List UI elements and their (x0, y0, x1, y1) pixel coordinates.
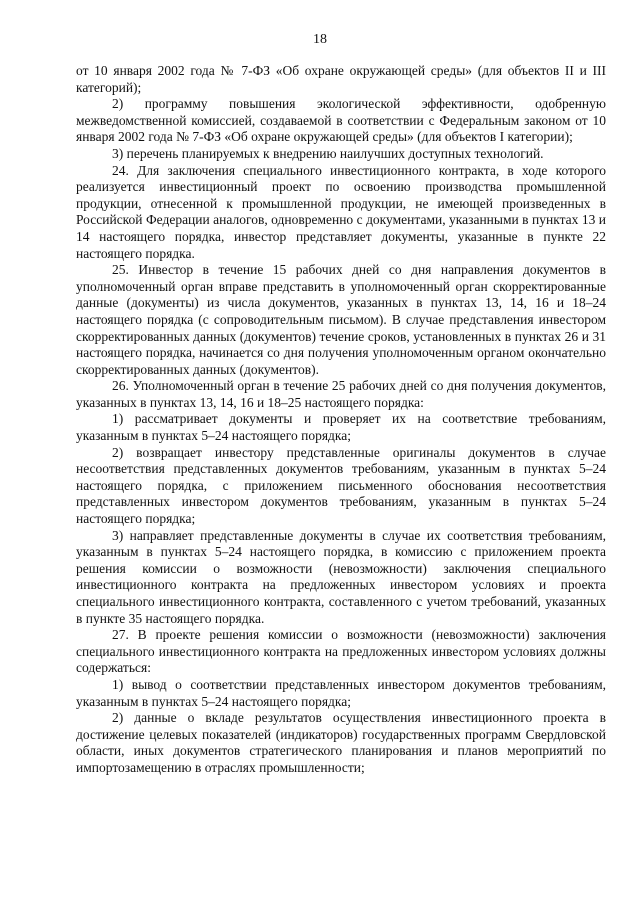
paragraph: 25. Инвестор в течение 15 рабочих дней со дня направления документов в уполномоченный орган вправе представить в уполномоченный орган скорректированные данные (документы) из числа документов, указанных в пунктах 13, 14, 16 и 18–24 настоящего порядка (с сопроводительным письмом). В случае представления инвестором скорректированных данных (документов) течение сроков, установленных в пунктах 26 и 31 настоящего порядка, начинается со дня получения уполномоченным органом окончательно скорректированных данных (документов). (76, 262, 606, 377)
paragraph: 24. Для заключения специального инвестиционного контракта, в ходе которого реализуется инвестиционный проект по освоению производства промышленной продукции, отнесенной к промышленной продукции, не имеющей произведенных в Российской Федерации аналогов, одновременно с документами, указанными в пунктах 13 и 14 настоящего порядка, инвестор представляет документы, указанные в пункте 22 настоящего порядка. (76, 162, 606, 261)
paragraph: от 10 января 2002 года № 7-ФЗ «Об охране окружающей среды» (для объектов II и III категорий); (76, 63, 606, 95)
paragraph: 2) программу повышения экологической эффективности, одобренную межведомственной комиссией, создаваемой в соответствии с Федеральным законом от 10 января 2002 года № 7-ФЗ «Об охране окружающей среды» (для объектов I категории); (76, 96, 606, 145)
paragraph: 1) рассматривает документы и проверяет их на соответствие требованиям, указанным в пунктах 5–24 настоящего порядка; (76, 411, 606, 444)
paragraph: 2) возвращает инвестору представленные оригиналы документов в случае несоответствия представленных документов требованиям, указанным в пунктах 5–24 настоящего порядка, с приложением письменного обоснования несоответствия представленных инвестором документов требованиям, указанным в пунктах 5–24 настоящего порядка; (76, 444, 606, 527)
paragraph: 3) направляет представленные документы в случае их соответствия требованиям, указанным в пунктах 5–24 настоящего порядка, в комиссию с приложением проекта решения комиссии о возможности (невозможности) заключения специального инвестиционного контракта на предложенных инвестором условиях и проекта специального инвестиционного контракта, составленного с учетом требований, указанных в пункте 35 настоящего порядка. (76, 527, 606, 626)
paragraph: 2) данные о вкладе результатов осуществления инвестиционного проекта в достижение целевых показателей (индикаторов) государственных программ Свердловской области, иных документов стратегического планирования и планов мероприятий по импортозамещению в отраслях промышленности; (76, 710, 606, 775)
paragraph: 3) перечень планируемых к внедрению наилучших доступных технологий. (112, 145, 544, 161)
paragraph: 26. Уполномоченный орган в течение 25 рабочих дней со дня получения документов, указанных в пунктах 13, 14, 16 и 18–25 настоящего порядка: (76, 378, 606, 410)
paragraph: 1) вывод о соответствии представленных инвестором документов требованиям, указанным в пунктах 5–24 настоящего порядка; (76, 676, 606, 709)
document-body (76, 63, 606, 777)
page-number: 18 (313, 32, 327, 47)
paragraph: 27. В проекте решения комиссии о возможности (невозможности) заключения специального инвестиционного контракта на предложенных инвестором условиях должны содержаться: (76, 627, 606, 676)
